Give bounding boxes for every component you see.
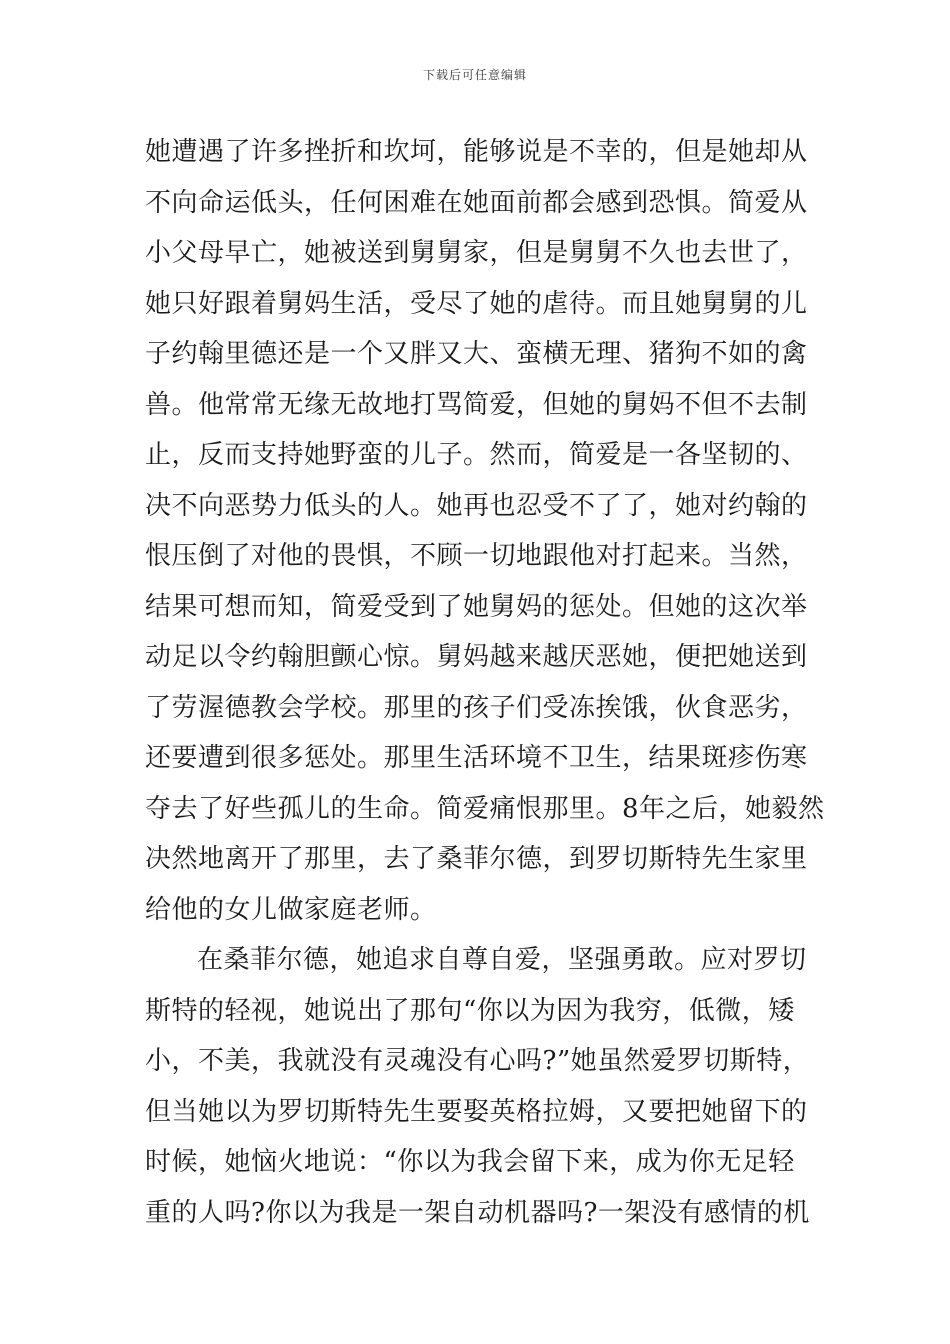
text-line: 重的人吗?你以为我是一架自动机器吗?一架没有感情的机 — [145, 1197, 810, 1228]
text-line: 给他的女儿做家庭老师。 — [145, 894, 437, 925]
text-line: 决然地离开了那里，去了桑菲尔德，到罗切斯特先生家里 — [145, 844, 808, 874]
text-line: 时候，她恼火地说：“你以为我会留下来，成为你无足轻 — [145, 1147, 795, 1177]
document-body — [145, 127, 825, 1238]
text-line: 她只好跟着舅妈生活，受尽了她的虐待。而且她舅舅的儿 — [145, 288, 808, 319]
text-line: 了劳渥德教会学校。那里的孩子们受冻挨饿，伙食恶劣， — [145, 692, 808, 723]
text-line: 斯特的轻视，她说出了那句“你以为因为我穷，低微，矮 — [145, 995, 795, 1026]
text-line: 止，反而支持她野蛮的儿子。然而，简爱是一各坚韧的、 — [145, 440, 808, 470]
text-line: 小，不美，我就没有灵魂没有心吗?”她虽然爱罗切斯特， — [145, 1046, 810, 1076]
text-line: 决不向恶势力低头的人。她再也忍受不了了，她对约翰的 — [145, 490, 808, 521]
text-line: 但当她以为罗切斯特先生要娶英格拉姆，又要把她留下的 — [145, 1096, 808, 1127]
text-line: 夺去了好些孤儿的生命。简爱痛恨那里。8年之后，她毅然 — [145, 793, 825, 824]
text-line: 不向命运低头，任何困难在她面前都会感到恐惧。简爱从 — [145, 187, 808, 218]
paragraph-1 — [145, 127, 825, 935]
paragraph-2 — [145, 935, 810, 1238]
text-line: 兽。他常常无缘无故地打骂简爱，但她的舅妈不但不去制 — [145, 389, 808, 420]
text-line: 在桑菲尔德，她追求自尊自爱，坚强勇敢。应对罗切 — [197, 945, 807, 975]
text-line: 恨压倒了对他的畏惧，不顾一切地跟他对打起来。当然， — [145, 541, 808, 571]
text-line: 结果可想而知，简爱受到了她舅妈的惩处。但她的这次举 — [145, 591, 808, 622]
page-header: 下载后可任意编辑 — [422, 68, 527, 82]
text-line: 动足以令约翰胆颤心惊。舅妈越来越厌恶她，便把她送到 — [145, 642, 808, 672]
text-line: 还要遭到很多惩处。那里生活环境不卫生，结果斑疹伤寒 — [145, 743, 808, 773]
text-line: 子约翰里德还是一个又胖又大、蛮横无理、猪狗不如的禽 — [145, 339, 808, 369]
text-line: 她遭遇了许多挫折和坎坷，能够说是不幸的，但是她却从 — [145, 137, 808, 167]
text-line: 小父母早亡，她被送到舅舅家，但是舅舅不久也去世了， — [145, 238, 808, 268]
